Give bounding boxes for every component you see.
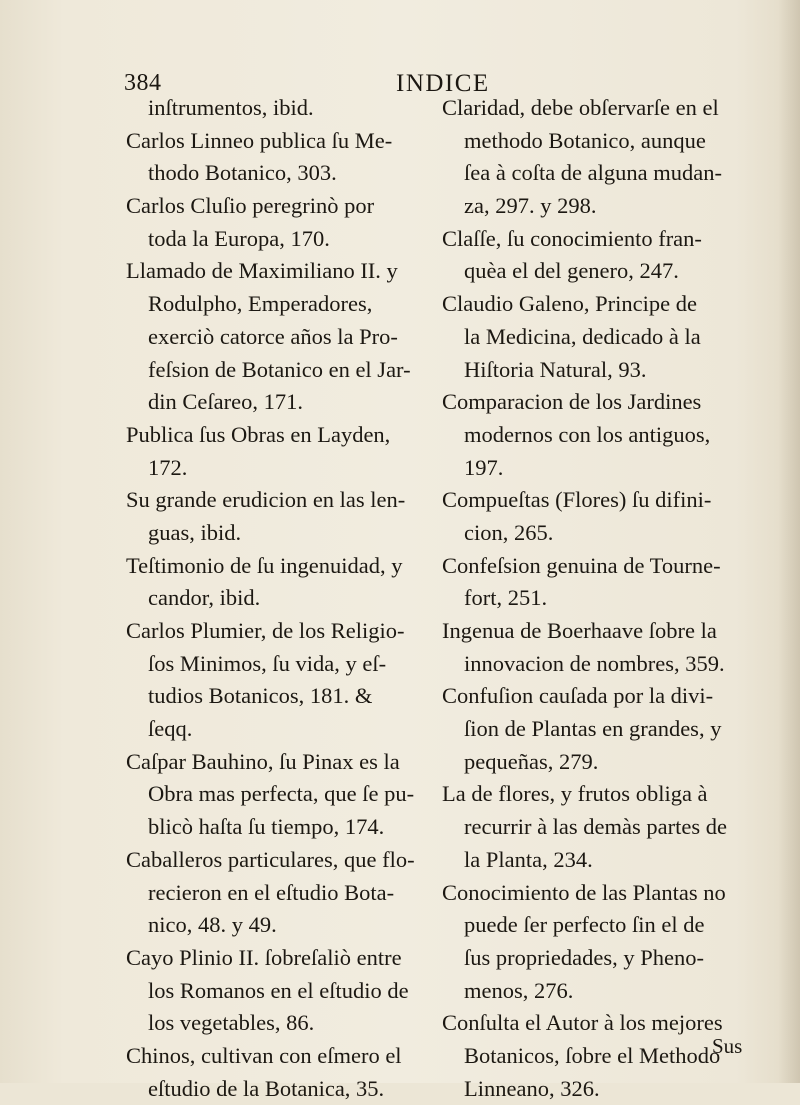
index-line: Claudio Galeno, Principe de [442,291,697,317]
index-line: quèa el del genero, 247. [464,258,679,284]
index-line: los vegetables, 86. [148,1010,315,1036]
index-line: Publica ſus Obras en Layden, [126,421,391,447]
index-line: Linneano, 326. [464,1075,600,1101]
index-line: recieron en el eſtudio Bota- [148,879,395,905]
index-line: Claſſe, ſu conocimiento fran- [442,225,702,251]
page-edge-shadow [778,0,800,1083]
index-line: pequeñas, 279. [464,748,599,774]
index-line: candor, ibid. [148,585,261,611]
index-line: ſeqq. [148,716,193,742]
index-line: din Ceſareo, 171. [148,389,303,415]
index-line: eſtudio de la Botanica, 35. [148,1075,385,1101]
index-line: Chinos, cultivan con eſmero el [126,1042,402,1068]
index-line: ſos Minimos, ſu vida, y eſ- [148,650,387,676]
index-line: 197. [464,454,504,480]
index-line: La de flores, y frutos obliga à [442,781,708,807]
index-line: blicò haſta ſu tiempo, 174. [148,814,385,840]
index-line: Teſtimonio de ſu ingenuidad, y [126,552,403,578]
page-number: 384 [124,70,162,96]
index-line: puede ſer perfecto ſin el de [464,912,705,938]
index-line: innovacion de nombres, 359. [464,650,725,676]
index-line: za, 297. y 298. [464,193,597,219]
index-line: Cayo Plinio II. ſobreſaliò entre [126,944,402,970]
index-line: la Planta, 234. [464,846,593,872]
index-line: ſion de Plantas en grandes, y [464,716,722,742]
index-line: toda la Europa, 170. [148,225,330,251]
index-line: tudios Botanicos, 181. & [148,683,373,709]
index-line: exerciò catorce años la Pro- [148,323,398,349]
index-line: Claridad, debe obſervarſe en el [442,95,719,120]
index-line: modernos con los antiguos, [464,421,711,447]
index-line: Llamado de Maximiliano II. y [126,258,398,284]
index-line: Compueſtas (Flores) ſu difini- [442,487,712,513]
index-line: Comparacion de los Jardines [442,389,702,415]
index-line: nico, 48. y 49. [148,912,277,938]
index-line: Su grande erudicion en las len- [126,487,406,513]
catchword: Sus [712,1034,743,1058]
index-line: Conſulta el Autor à los mejores [442,1010,723,1036]
index-line: Confuſion cauſada por la divi- [442,683,714,709]
index-line: Ingenua de Boerhaave ſobre la [442,618,717,643]
index-line: guas, ibid. [148,519,242,545]
index-line: Rodulpho, Emperadores, [148,291,373,317]
index-line: Hiſtoria Natural, 93. [464,356,647,382]
index-column-left [126,92,446,1105]
index-line: ſus propriedades, y Pheno- [464,944,704,970]
running-title: INDICE [396,70,490,97]
index-line: cion, 265. [464,519,554,545]
index-line: Confeſsion genuina de Tourne- [442,552,721,578]
index-line: Caballeros particulares, que flo- [126,846,415,872]
index-line: Obra mas perfecta, que ſe pu- [148,781,415,807]
index-line: Carlos Linneo publica ſu Me- [126,127,393,153]
index-line: thodo Botanico, 303. [148,160,337,186]
index-line: feſsion de Botanico en el Jar- [148,356,411,382]
index-column-right [442,92,772,1105]
index-line: Carlos Cluſio peregrinò por [126,193,375,219]
index-line: Botanicos, ſobre el Methodo [464,1042,721,1068]
index-line: ſea à coſta de alguna mudan- [464,160,723,186]
index-line: 172. [148,454,188,480]
index-line: inſtrumentos, ibid. [148,95,314,120]
index-line: fort, 251. [464,585,548,611]
index-line: methodo Botanico, aunque [464,127,706,153]
index-line: Conocimiento de las Plantas no [442,879,726,905]
index-line: Carlos Plumier, de los Religio- [126,618,405,643]
index-line: Caſpar Bauhino, ſu Pinax es la [126,748,400,774]
index-line: recurrir à las demàs partes de [464,814,727,840]
index-line: menos, 276. [464,977,574,1003]
index-line: los Romanos en el eſtudio de [148,977,409,1003]
index-line: la Medicina, dedicado à la [464,323,701,349]
